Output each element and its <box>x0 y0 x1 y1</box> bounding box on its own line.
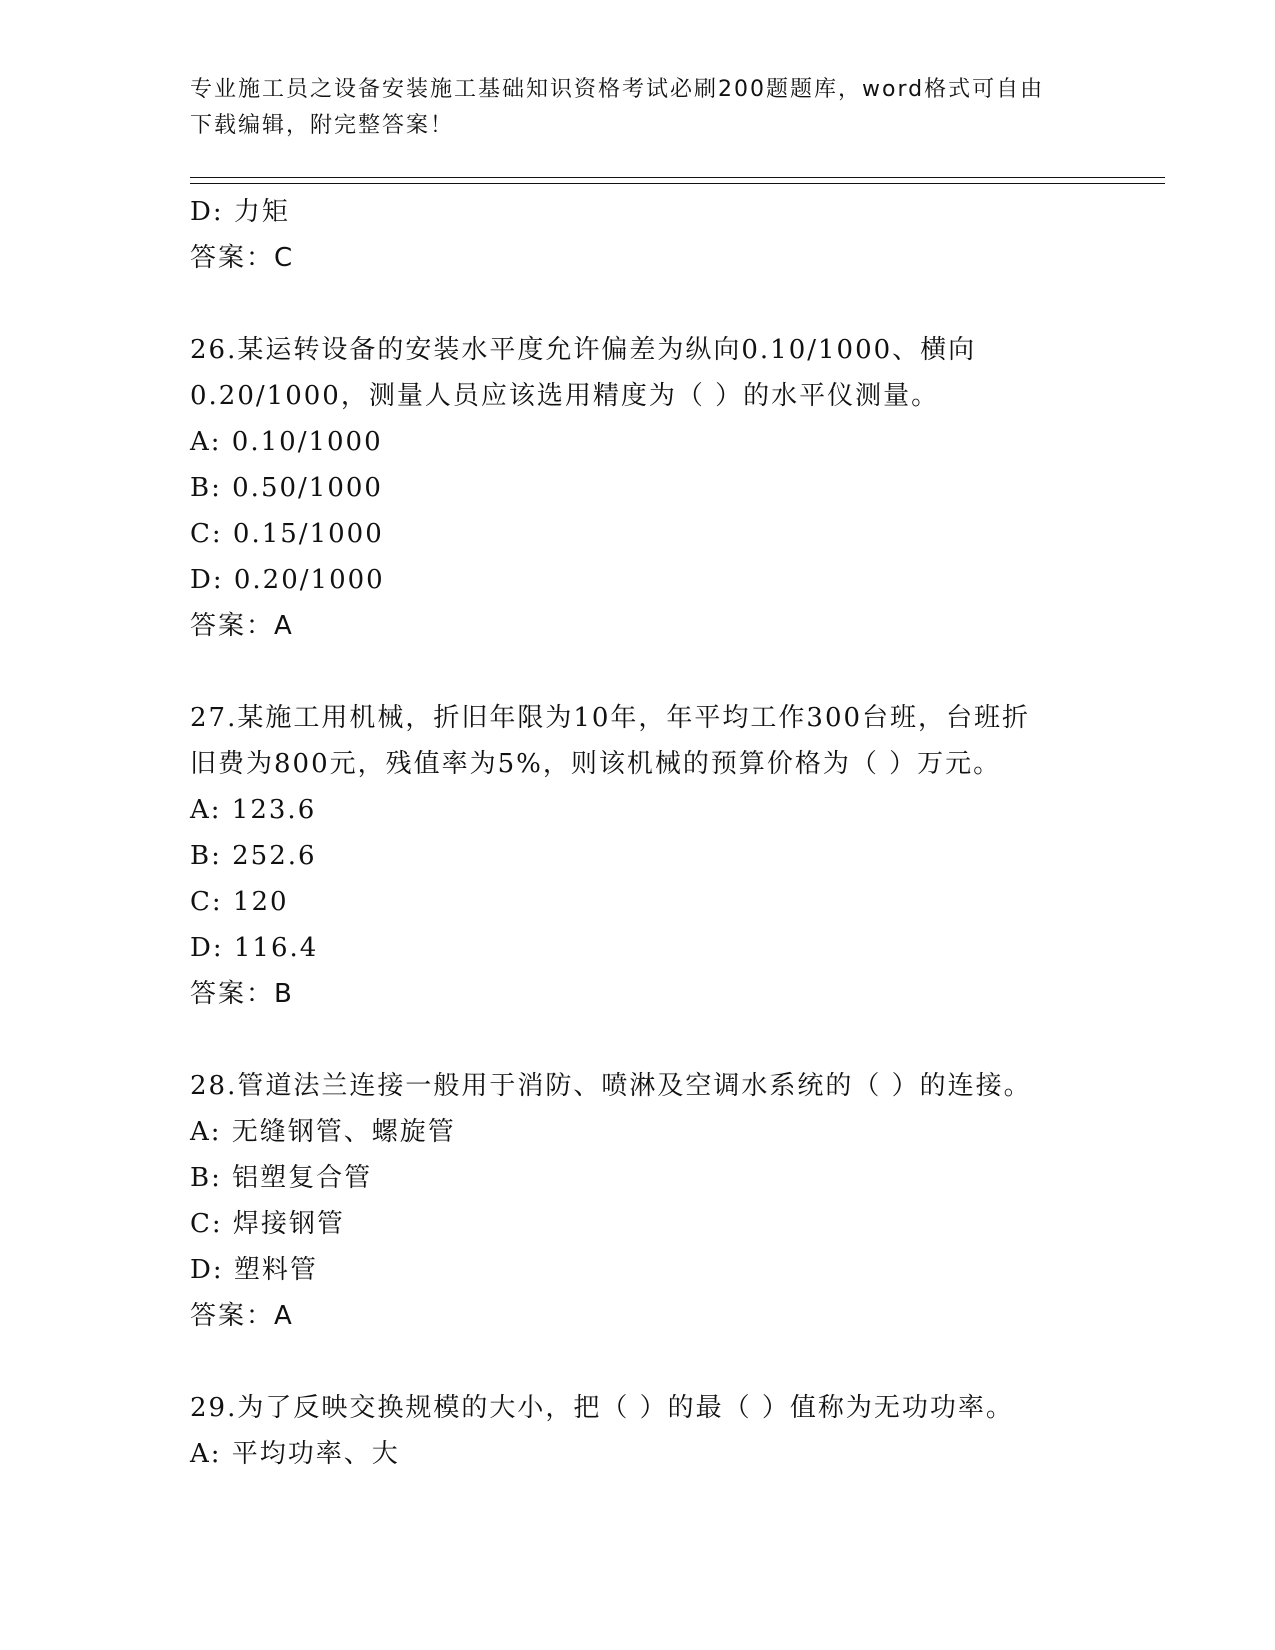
header-line-2: 下载编辑，附完整答案！ <box>190 113 455 138</box>
option-c: C: 120 <box>190 887 289 917</box>
option-a: A: 0.10/1000 <box>190 427 383 457</box>
header-divider-top <box>190 177 1165 178</box>
answer-line: 答案：A <box>190 611 294 641</box>
question-stem-line: 29.为了反映交换规模的大小，把（ ）的最（ ）值称为无功功率。 <box>190 1393 1014 1423</box>
option-b: B: 252.6 <box>190 841 317 871</box>
answer-line: 答案：B <box>190 979 294 1009</box>
answer-line: 答案：C <box>190 243 295 273</box>
spacer <box>190 1339 1150 1385</box>
question-28 <box>190 1063 1150 1339</box>
question-29 <box>190 1385 1150 1477</box>
question-stem-line: 旧费为800元，残值率为5%，则该机械的预算价格为（ ）万元。 <box>190 749 1002 779</box>
option-c: C: 焊接钢管 <box>190 1209 345 1239</box>
option-d: D: 0.20/1000 <box>190 565 385 595</box>
option-a: A: 平均功率、大 <box>190 1439 400 1469</box>
option-d: D: 塑料管 <box>190 1255 318 1285</box>
answer-line: 答案：A <box>190 1301 294 1331</box>
question-26 <box>190 327 1150 649</box>
question-stem-line: 26.某运转设备的安装水平度允许偏差为纵向0.10/1000、横向 <box>190 335 977 365</box>
question-content <box>190 189 1150 1477</box>
option-d: D: 力矩 <box>190 197 290 227</box>
spacer <box>190 281 1150 327</box>
question-stem-line: 28.管道法兰连接一般用于消防、喷淋及空调水系统的（ ）的连接。 <box>190 1071 1032 1101</box>
option-d: D: 116.4 <box>190 933 319 963</box>
spacer <box>190 1017 1150 1063</box>
question-27 <box>190 695 1150 1017</box>
option-a: A: 无缝钢管、螺旋管 <box>190 1117 456 1147</box>
header-line-1: 专业施工员之设备安装施工基础知识资格考试必刷200题题库，word格式可自由 <box>190 77 1045 102</box>
option-c: C: 0.15/1000 <box>190 519 384 549</box>
spacer <box>190 649 1150 695</box>
question-stem-line: 27.某施工用机械，折旧年限为10年，年平均工作300台班，台班折 <box>190 703 1031 733</box>
option-b: B: 铝塑复合管 <box>190 1163 373 1193</box>
document-header <box>190 72 1090 144</box>
option-b: B: 0.50/1000 <box>190 473 383 503</box>
header-divider-bottom <box>190 183 1165 184</box>
question-stem-line: 0.20/1000，测量人员应该选用精度为（ ）的水平仪测量。 <box>190 381 940 411</box>
option-a: A: 123.6 <box>190 795 317 825</box>
